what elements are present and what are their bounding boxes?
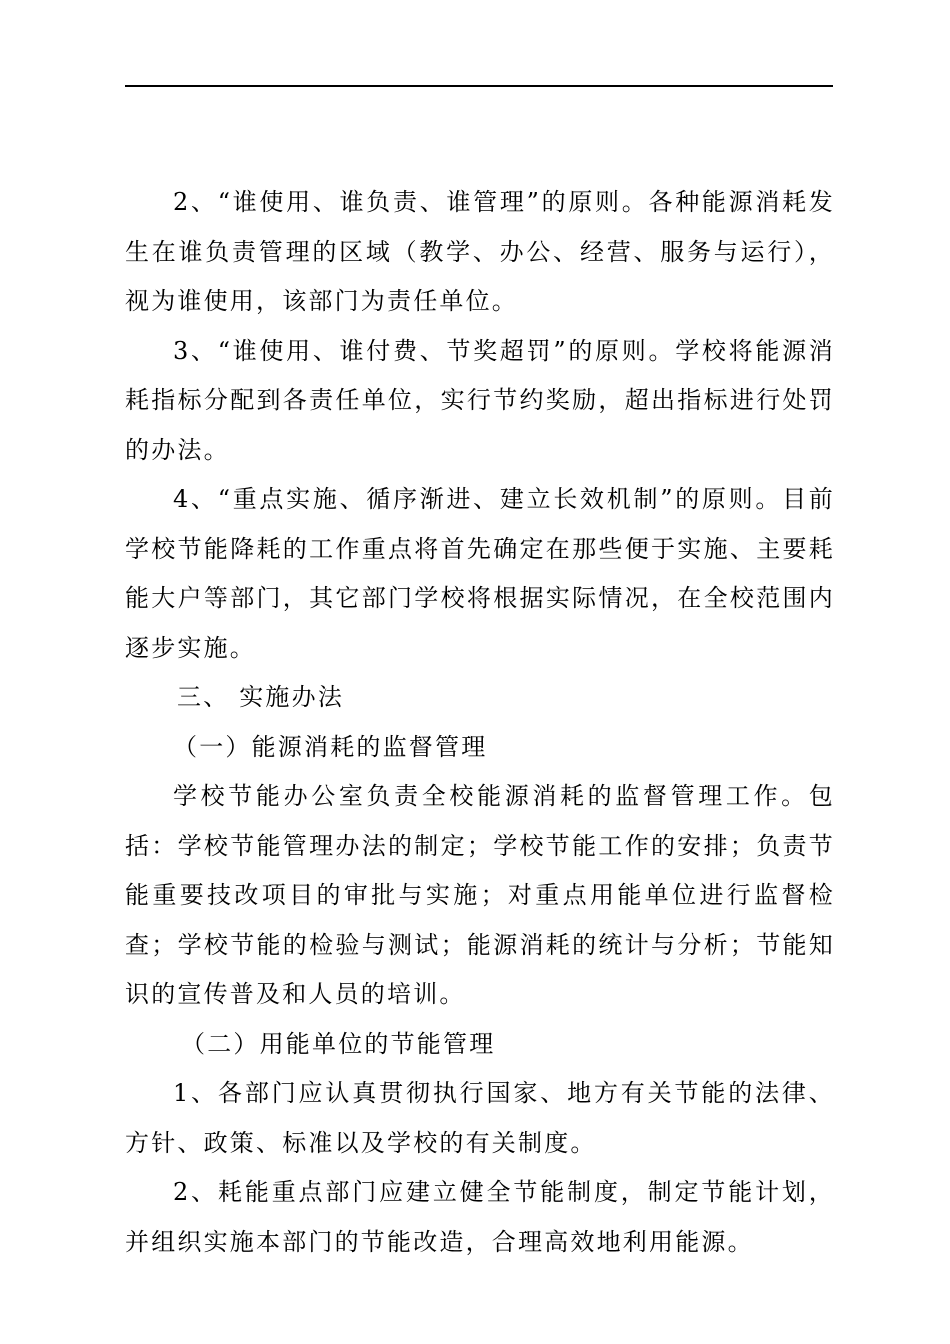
- header-rule: [125, 85, 833, 87]
- paragraph-item-1: 1、各部门应认真贯彻执行国家、地方有关节能的法律、方针、政策、标准以及学校的有关制度。: [125, 1079, 835, 1157]
- subsection-heading-1: （一）能源消耗的监督管理: [173, 732, 488, 761]
- paragraph-principle-3: 3、“谁使用、谁付费、节奖超罚”的原则。学校将能源消耗指标分配到各责任单位，实行节约奖励，超出指标进行处罚的办法。: [125, 336, 835, 464]
- paragraph-principle-2: 2、“谁使用、谁负责、谁管理”的原则。各种能源消耗发生在谁负责管理的区域（教学、办公、经营、服务与运行），视为谁使用，该部门为责任单位。: [125, 188, 835, 315]
- paragraph-principle-4: 4、“重点实施、循序渐进、建立长效机制”的原则。目前学校节能降耗的工作重点将首先确定在那些便于实施、主要耗能大户等部门，其它部门学校将根据实际情况，在全校范围内逐步实施。: [125, 485, 835, 662]
- paragraph-supervision: 学校节能办公室负责全校能源消耗的监督管理工作。包括：学校节能管理办法的制定；学校节能工作的安排；负责节能重要技改项目的审批与实施；对重点用能单位进行监督检查；学校节能的检验与测试；能源消耗的统计与分析；节能知识的宣传普及和人员的培训。: [125, 782, 835, 1008]
- subsection-heading-2: （二）用能单位的节能管理: [181, 1029, 496, 1058]
- document-body: [125, 178, 835, 1267]
- section-heading: 三、 实施办法: [177, 683, 345, 711]
- paragraph-item-2: 2、耗能重点部门应建立健全节能制度，制定节能计划，并组织实施本部门的节能改造，合理高效地利用能源。: [125, 1178, 835, 1256]
